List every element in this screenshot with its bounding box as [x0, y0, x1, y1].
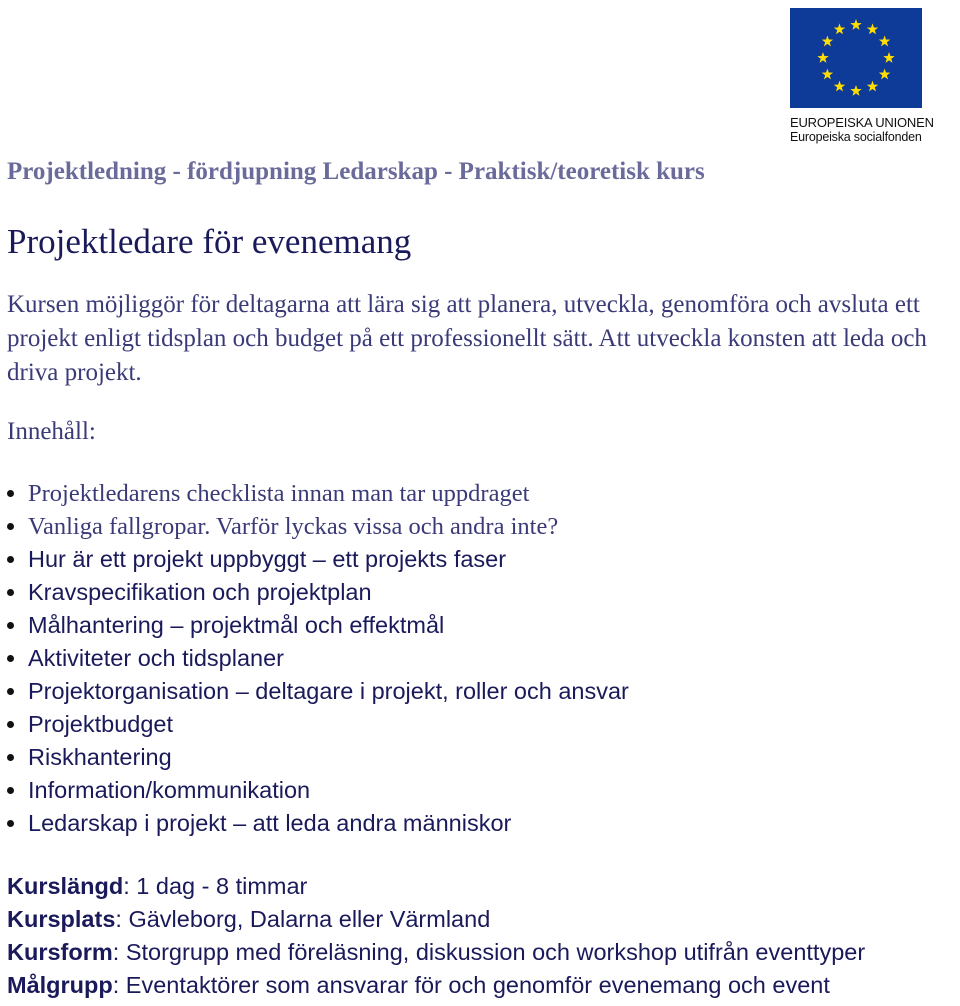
bullet-icon	[7, 754, 14, 761]
list-item	[0, 543, 629, 576]
list-item	[0, 609, 629, 642]
bullet-icon	[7, 721, 14, 728]
course-type-heading: Projektledning - fördjupning Ledarskap - Praktisk/teoretisk kurs	[7, 158, 705, 185]
eu-name: EUROPEISKA UNIONEN	[790, 115, 934, 130]
fact-label: Kursplats	[7, 906, 116, 932]
list-item-text: Aktiviteter och tidsplaner	[28, 645, 285, 671]
list-item	[0, 477, 629, 510]
list-item-text: Projektorganisation – deltagare i projekt, roller och ansvar	[28, 678, 629, 704]
list-item-text: Vanliga fallgropar. Varför lyckas vissa och andra inte?	[28, 513, 559, 540]
list-item	[0, 708, 629, 741]
list-item-text: Ledarskap i projekt – att leda andra människor	[28, 810, 512, 836]
bullet-icon	[7, 787, 14, 794]
fact-value: : Storgrupp med föreläsning, diskussion och workshop utifrån eventtyper	[112, 939, 866, 965]
list-item	[0, 675, 629, 708]
fact-value: : Gävleborg, Dalarna eller Värmland	[115, 906, 491, 932]
list-item	[0, 642, 629, 675]
list-item-text: Information/kommunikation	[28, 777, 311, 803]
list-item	[0, 741, 629, 774]
eu-logo	[790, 8, 934, 145]
content-heading: Innehåll:	[7, 418, 96, 445]
fact-format	[7, 936, 865, 969]
bullet-icon	[7, 655, 14, 662]
eu-flag-icon	[790, 8, 922, 108]
bullet-icon	[7, 622, 14, 629]
fact-location	[7, 903, 865, 936]
list-item-text: Projektbudget	[28, 711, 174, 737]
fact-audience	[7, 969, 865, 1002]
fact-value: : 1 dag - 8 timmar	[123, 873, 308, 899]
bullet-icon	[7, 688, 14, 695]
intro-paragraph: Kursen möjliggör för deltagarna att lära sig att planera, utveckla, genomföra och avsluta ett projekt enligt tidsplan och budget på ett professionellt sätt. Att utveckla konsten att leda och driva projekt.	[7, 291, 927, 386]
fact-value: : Eventaktörer som ansvarar för och genomför evenemang och event	[112, 972, 830, 998]
list-item-text: Kravspecifikation och projektplan	[28, 579, 372, 605]
fact-duration	[7, 870, 865, 903]
list-item-text: Målhantering – projektmål och effektmål	[28, 612, 445, 638]
list-item-text: Hur är ett projekt uppbyggt – ett projekts faser	[28, 546, 507, 572]
eu-subname: Europeiska socialfonden	[790, 130, 922, 144]
list-item	[0, 807, 629, 840]
list-item	[0, 510, 629, 543]
fact-label: Kursform	[7, 939, 113, 965]
list-item	[0, 576, 629, 609]
content-list	[0, 477, 629, 840]
list-item	[0, 774, 629, 807]
bullet-icon	[7, 556, 14, 563]
course-facts	[7, 870, 865, 1002]
fact-label: Målgrupp	[7, 972, 113, 998]
bullet-icon	[7, 490, 14, 497]
bullet-icon	[7, 523, 14, 530]
page-title: Projektledare för evenemang	[7, 222, 412, 261]
bullet-icon	[7, 589, 14, 596]
bullet-icon	[7, 820, 14, 827]
list-item-text: Riskhantering	[28, 744, 172, 770]
fact-label: Kurslängd	[7, 873, 124, 899]
list-item-text: Projektledarens checklista innan man tar uppdraget	[28, 480, 530, 507]
